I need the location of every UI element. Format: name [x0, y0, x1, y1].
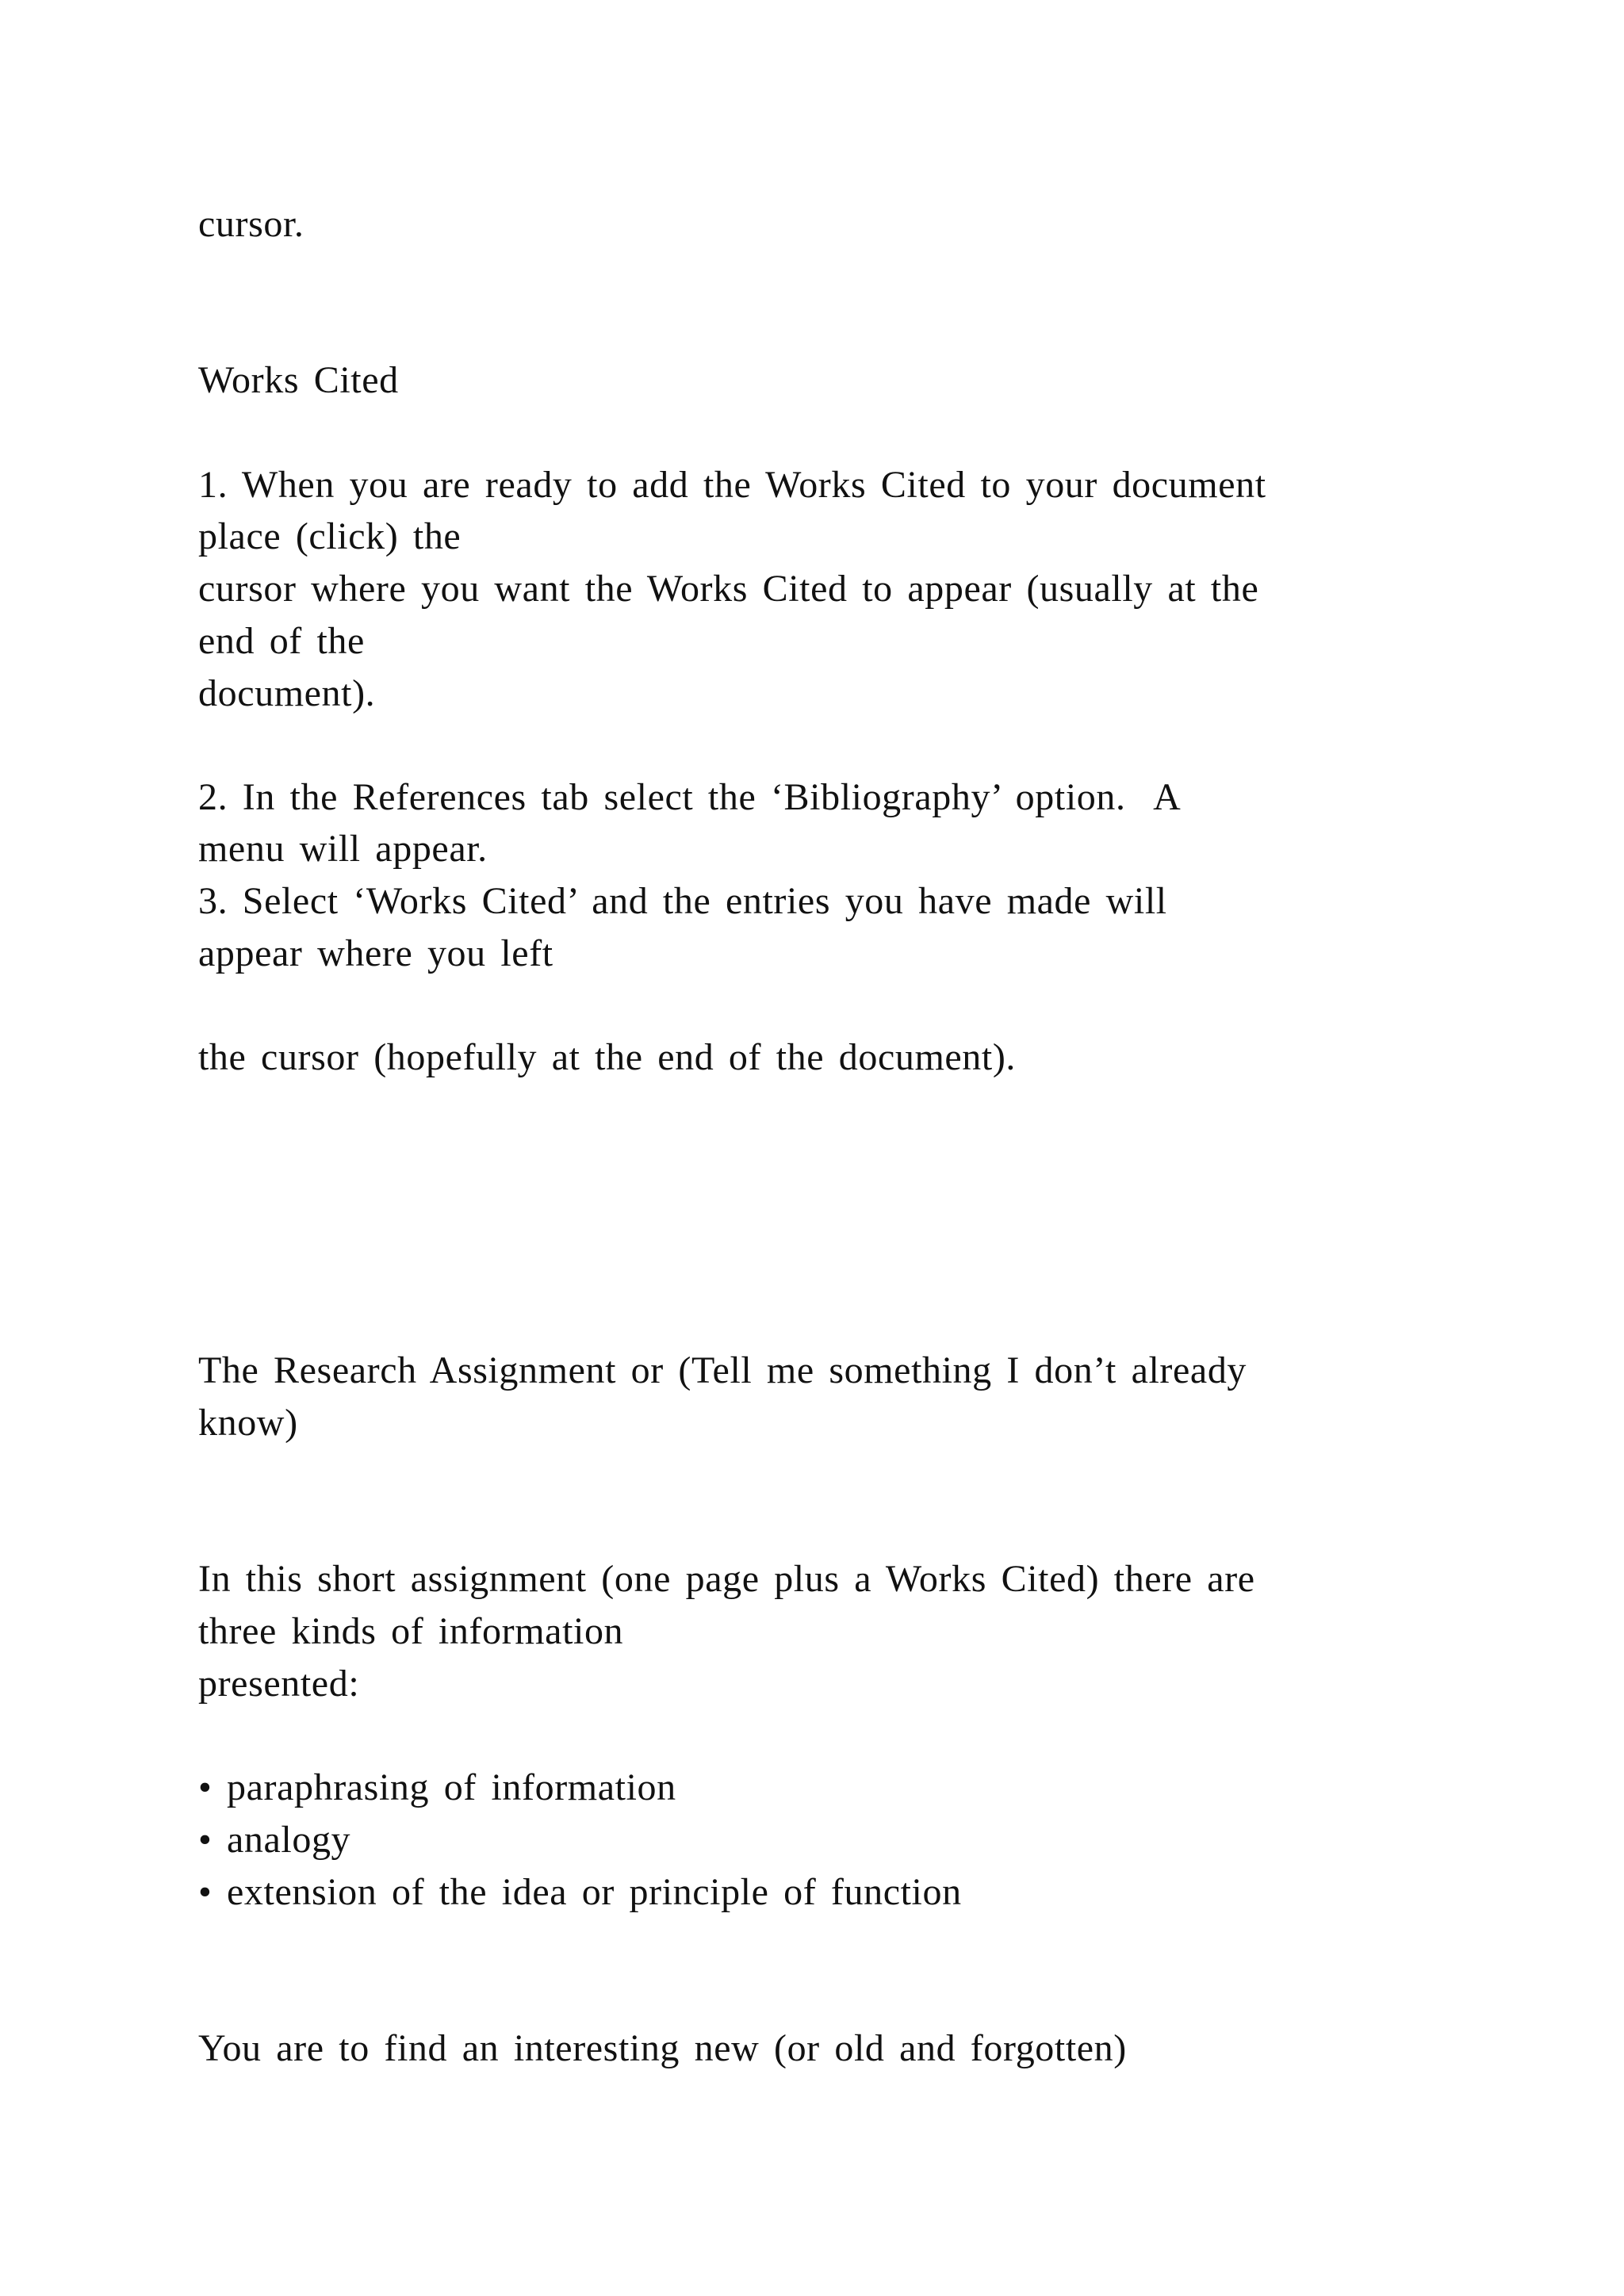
text-line: the cursor (hopefully at the end of the document).: [198, 1036, 1017, 1078]
bullet-item: • paraphrasing of information: [198, 1766, 676, 1808]
bullet-item: • analogy: [198, 1819, 351, 1861]
text-line: 1. When you are ready to add the Works Cited to your document: [198, 464, 1266, 506]
text-line: cursor.: [198, 203, 304, 245]
text-line: know): [198, 1402, 298, 1444]
text-line: document).: [198, 672, 376, 714]
text-line: three kinds of information: [198, 1610, 624, 1652]
text-line: appear where you left: [198, 932, 553, 974]
text-line: 3. Select ‘Works Cited’ and the entries you have made will: [198, 880, 1167, 922]
text-line: menu will appear.: [198, 828, 488, 870]
text-line: You are to find an interesting new (or old and forgotten): [198, 2027, 1127, 2069]
section-heading-research-assignment: The Research Assignment or (Tell me something I don’t already: [198, 1349, 1247, 1391]
text-line: place (click) the: [198, 515, 462, 557]
bullet-item: • extension of the idea or principle of function: [198, 1871, 962, 1913]
text-line: end of the: [198, 620, 365, 662]
section-heading-works-cited: Works Cited: [198, 359, 399, 401]
text-line: 2. In the References tab select the ‘Bibliography’ option. A: [198, 776, 1182, 818]
text-line: In this short assignment (one page plus a Works Cited) there are: [198, 1558, 1255, 1600]
text-line: cursor where you want the Works Cited to appear (usually at the: [198, 568, 1259, 610]
text-line: presented:: [198, 1663, 360, 1705]
